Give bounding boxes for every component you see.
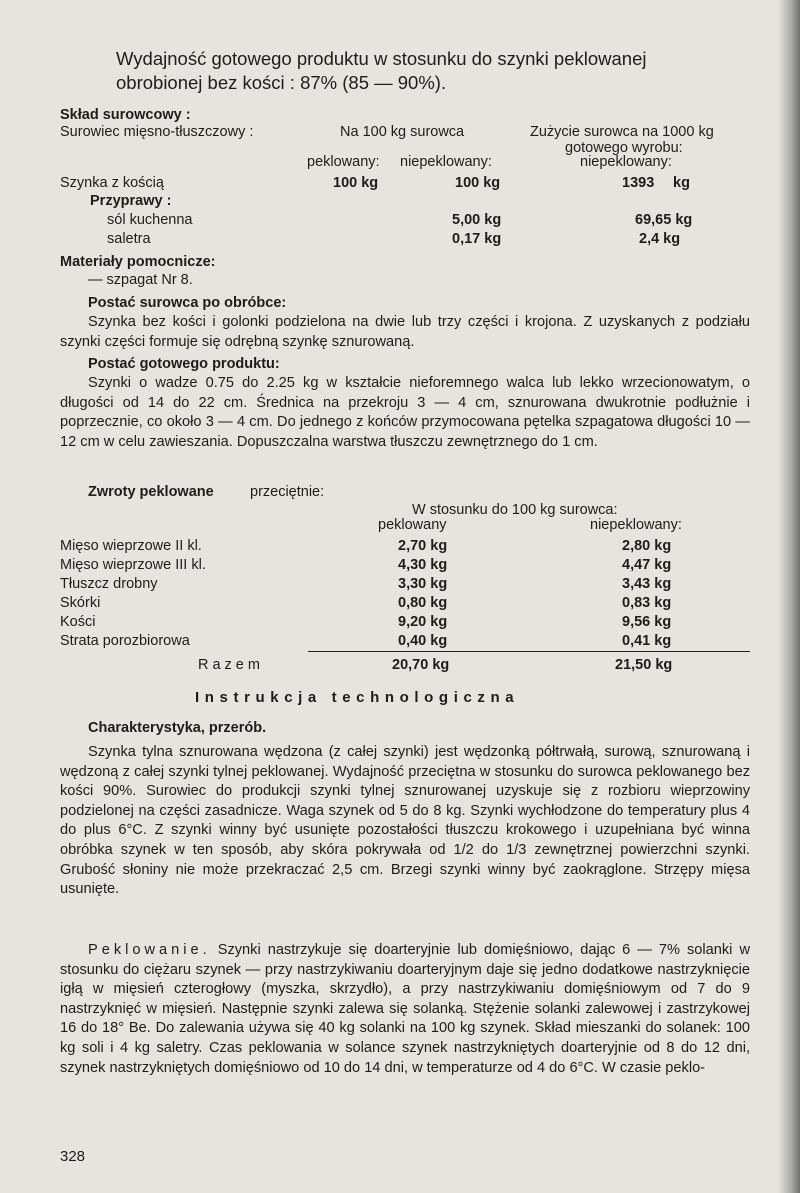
zwroty-row-label: Kości bbox=[60, 614, 96, 630]
intro-line-2: obrobionej bez kości : 87% (85 — 90%). bbox=[116, 72, 447, 93]
zwroty-total-label: Razem bbox=[198, 657, 264, 673]
zwroty-row-b: 3,43 kg bbox=[622, 576, 672, 592]
zwroty-row-a: 4,30 kg bbox=[398, 557, 448, 573]
zwroty-heading-2: przeciętnie: bbox=[250, 484, 325, 500]
row-sol-b: 5,00 kg bbox=[452, 212, 502, 228]
postac-surowca-heading: Postać surowca po obróbce: bbox=[88, 295, 287, 311]
zwroty-heading: Zwroty peklowane bbox=[88, 484, 214, 500]
zwroty-row-b: 4,47 kg bbox=[622, 557, 672, 573]
materialy-item: — szpagat Nr 8. bbox=[88, 272, 193, 288]
row-szynka-label: Szynka z kością bbox=[60, 175, 164, 191]
row-szynka-c: 1393 bbox=[622, 175, 655, 191]
row-szynka-a: 100 kg bbox=[333, 175, 379, 191]
instrukcja-title: Instrukcja technologiczna bbox=[195, 689, 520, 706]
row-szynka-b: 100 kg bbox=[455, 175, 501, 191]
row-saletra-b: 0,17 kg bbox=[452, 231, 502, 247]
zwroty-col-top: W stosunku do 100 kg surowca: bbox=[412, 502, 618, 518]
instrukcja-paragraph-2 bbox=[60, 941, 750, 1078]
page-number: 328 bbox=[60, 1148, 86, 1165]
zwroty-row-a: 0,80 kg bbox=[398, 595, 448, 611]
zwroty-row-b: 9,56 kg bbox=[622, 614, 672, 630]
sklad-sub-peklowany: peklowany: bbox=[307, 154, 380, 170]
sklad-col-zuzycie-2: gotowego wyrobu: bbox=[565, 140, 683, 156]
zwroty-col-a: peklowany bbox=[378, 517, 447, 533]
sum-rule bbox=[308, 651, 750, 652]
zwroty-row-b: 0,83 kg bbox=[622, 595, 672, 611]
zwroty-row-a: 2,70 kg bbox=[398, 538, 448, 554]
sklad-heading: Skład surowcowy : bbox=[60, 107, 191, 123]
row-saletra-c: 2,4 kg bbox=[639, 231, 681, 247]
row-sol-c: 69,65 kg bbox=[635, 212, 693, 228]
zwroty-row-label: Skórki bbox=[60, 595, 101, 611]
zwroty-total-b: 21,50 kg bbox=[615, 657, 673, 673]
intro-line-1: Wydajność gotowego produktu w stosunku do szynki peklowanej bbox=[116, 48, 647, 69]
zwroty-total-a: 20,70 kg bbox=[392, 657, 450, 673]
materialy-heading: Materiały pomocnicze: bbox=[60, 254, 216, 270]
zwroty-row-a: 9,20 kg bbox=[398, 614, 448, 630]
sklad-col-label: Surowiec mięsno-tłuszczowy : bbox=[60, 124, 254, 140]
peklowanie-lead: Peklowanie. bbox=[88, 942, 211, 958]
zwroty-row-label: Mięso wieprzowe II kl. bbox=[60, 538, 202, 554]
sklad-col-zuzycie-1: Zużycie surowca na 1000 kg bbox=[530, 124, 714, 140]
zwroty-row-b: 2,80 kg bbox=[622, 538, 672, 554]
row-sol-label: sól kuchenna bbox=[107, 212, 193, 228]
sklad-sub-niepeklowany-2: niepeklowany: bbox=[580, 154, 672, 170]
zwroty-row-label: Mięso wieprzowe III kl. bbox=[60, 557, 206, 573]
zwroty-row-a: 3,30 kg bbox=[398, 576, 448, 592]
page-edge-shadow bbox=[778, 0, 800, 1193]
przyprawy-heading: Przyprawy : bbox=[90, 193, 172, 209]
peklowanie-text: Szynki nastrzykuje się doarteryjnie lub domięśniowo, dając 6 — 7% solanki w stosunku do ciężaru szynek — przy nastrzykiwaniu doarteryjnym daje się jedno dodatkowe nastrzyknięcie igłą w mięsień czterogłowy (myszka, skrzydło), a przy nastrzykiwaniu domięśniowym od 7 do 9 nastrzyknięć w mięsień. Następnie szynki zalewa się solanką. Stężenie solanki zalewowej i zastrzykowej 16 do 18° Be. Do zalewania używa się 40 kg solanki na 100 kg szynek. Skład mieszanki do solanek: 100 kg soli i 4 kg saletry. Czas peklowania w solance szynek nastrzykniętych doarteryjnie od 8 do 12 dni, szynek nastrzykniętych domięśniowo od 10 do 14 dni, w temperaturze od 4 do 6°C. W czasie peklo- bbox=[60, 942, 750, 1076]
zwroty-col-b: niepeklowany: bbox=[590, 517, 682, 533]
row-szynka-unit: kg bbox=[673, 175, 690, 191]
sklad-sub-niepeklowany: niepeklowany: bbox=[400, 154, 492, 170]
postac-produktu-heading: Postać gotowego produktu: bbox=[88, 356, 280, 372]
sklad-col-na100: Na 100 kg surowca bbox=[340, 124, 465, 140]
postac-surowca-text: Szynka bez kości i golonki podzielona na dwie lub trzy części i krojona. Z uzyskanych z podziału szynki części formuje się odrębną szynkę sznurowaną. bbox=[60, 314, 750, 350]
postac-produktu-text: Szynki o wadze 0.75 do 2.25 kg w kształcie nieforemnego walca lub lekko wrzecionowatym, o długości od 14 do 22 cm. Średnica na przekroju 3 — 4 cm, sznurowana dwukrotnie podłużnie i poprzecznie, co około 3 — 4 cm. Do jednego z końców przymocowana pętelka szpagatowa długości 10 — 12 cm w celu zawieszania. Dopuszczalna warstwa tłuszczu zewnętrznego do 1 cm. bbox=[60, 375, 750, 450]
zwroty-row-label: Strata porozbiorowa bbox=[60, 633, 190, 649]
zwroty-row-label: Tłuszcz drobny bbox=[60, 576, 158, 592]
instrukcja-subtitle: Charakterystyka, przerób. bbox=[88, 720, 267, 736]
zwroty-row-b: 0,41 kg bbox=[622, 633, 672, 649]
zwroty-row-a: 0,40 kg bbox=[398, 633, 448, 649]
instrukcja-paragraph-1: Szynka tylna sznurowana wędzona (z całej szynki) jest wędzonką półtrwałą, surową, sznurowaną i wędzoną z całej szynki tylnej peklowanej. Wydajność przeciętna w stosunku do surowca peklowanego bez kości 90%. Surowiec do produkcji szynki tylnej sznurowanej uzyskuje się z rozbioru wieprzowiny podzielonej na części zasadnicze. Waga szynek od 5 do 8 kg. Szynki wychłodzone do temperatury plus 4 do plus 6°C. Z szynki winny być usunięte pozostałości tłuszczu krokowego i uzupełniana być winna obróbka szynek w ten sposób, aby skóra pokrywała od 1/2 do 1/3 zewnętrznej powierzchni szynki. Grubość słoniny nie może przekraczać 2,5 cm. Brzegi szynki winny być zaokrąglone. Strzępy mięsa usunięte. bbox=[60, 744, 750, 898]
row-saletra-label: saletra bbox=[107, 231, 151, 247]
